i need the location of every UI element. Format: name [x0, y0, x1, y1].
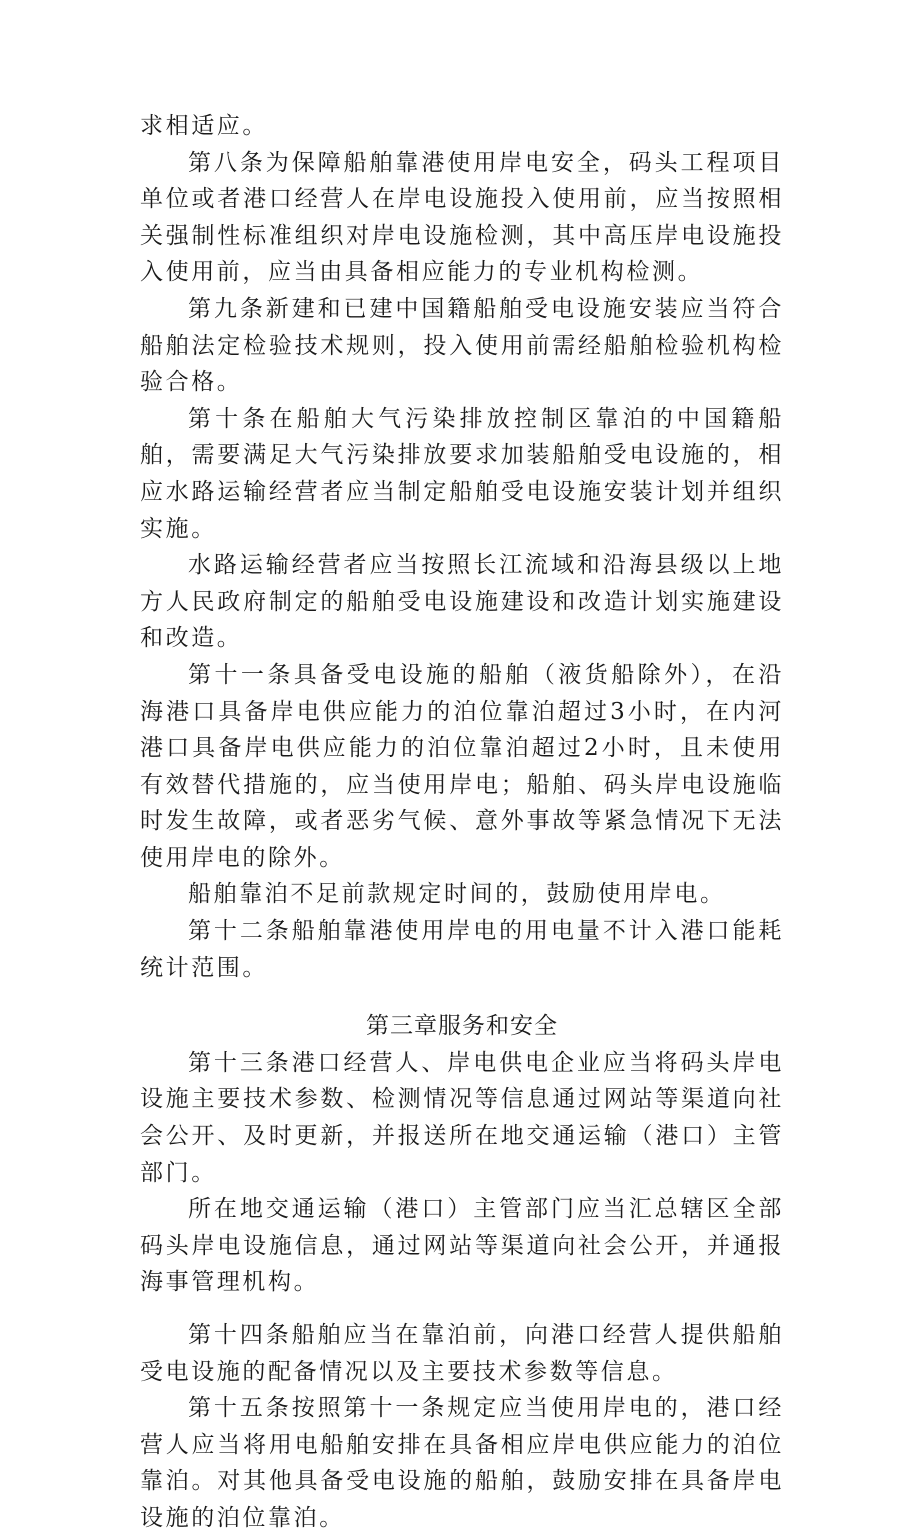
- article-13: 第十三条港口经营人、岸电供电企业应当将码头岸电设施主要技术参数、检测情况等信息通过网站等渠道向社会公开、及时更新，并报送所在地交通运输（港口）主管部门。: [140, 1049, 784, 1186]
- document-page: [140, 108, 784, 1537]
- chapter-title: 第三章服务和安全: [366, 1013, 558, 1040]
- article-11: 第十一条具备受电设施的船舶（液货船除外），在沿海港口具备岸电供应能力的泊位靠泊超过3小时，在内河港口具备岸电供应能力的泊位靠泊超过2小时，且未使用有效替代措施的，应当使用岸电；船舶、码头岸电设施临时发生故障，或者恶劣气候、意外事故等紧急情况下无法使用岸电的除外。: [140, 661, 784, 871]
- article-12: 第十二条船舶靠港使用岸电的用电量不计入港口能耗统计范围。: [140, 918, 784, 981]
- paragraph-continuation: 求相适应。: [140, 113, 268, 139]
- article-13-paragraph-2: 所在地交通运输（港口）主管部门应当汇总辖区全部码头岸电设施信息，通过网站等渠道向社会公开，并通报海事管理机构。: [140, 1196, 784, 1296]
- article-8: 第八条为保障船舶靠港使用岸电安全，码头工程项目单位或者港口经营人在岸电设施投入使用前，应当按照相关强制性标准组织对岸电设施检测，其中高压岸电设施投入使用前，应当由具备相应能力的专业机构检测。: [140, 149, 784, 286]
- article-15: 第十五条按照第十一条规定应当使用岸电的，港口经营人应当将用电船舶安排在具备相应岸电供应能力的泊位靠泊。对其他具备受电设施的船舶，鼓励安排在具备岸电设施的泊位靠泊。: [140, 1395, 784, 1531]
- article-9: 第九条新建和已建中国籍船舶受电设施安装应当符合船舶法定检验技术规则，投入使用前需经船舶检验机构检验合格。: [140, 295, 784, 396]
- article-14: 第十四条船舶应当在靠泊前，向港口经营人提供船舶受电设施的配备情况以及主要技术参数等信息。: [140, 1322, 784, 1385]
- article-10: 第十条在船舶大气污染排放控制区靠泊的中国籍船舶，需要满足大气污染排放要求加装船舶受电设施的，相应水路运输经营者应当制定船舶受电设施安装计划并组织实施。: [140, 405, 784, 542]
- article-10-paragraph-2: 水路运输经营者应当按照长江流域和沿海县级以上地方人民政府制定的船舶受电设施建设和改造计划实施建设和改造。: [140, 552, 784, 652]
- article-11-paragraph-2: 船舶靠泊不足前款规定时间的，鼓励使用岸电。: [188, 881, 726, 908]
